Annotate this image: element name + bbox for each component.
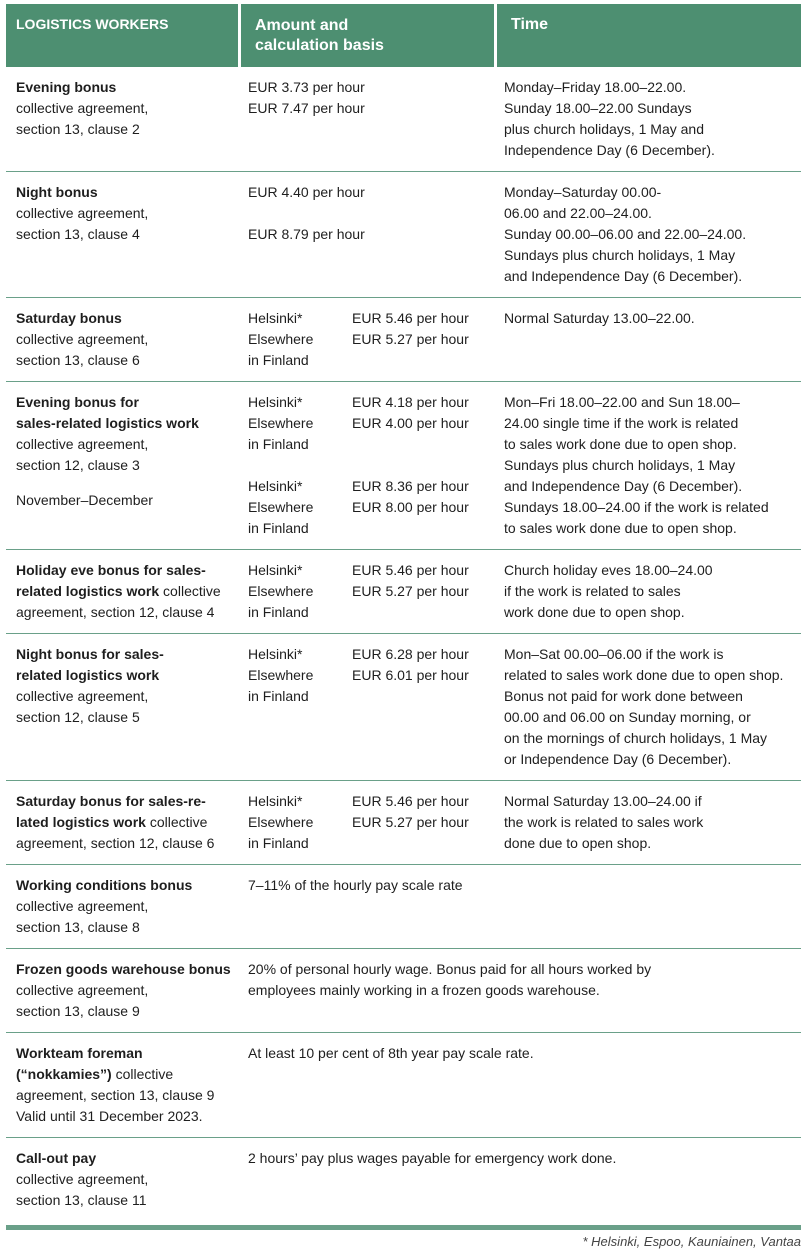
row-title: Night bonus [16, 184, 98, 200]
location-label: Helsinki* [248, 793, 303, 809]
row-title: related logistics work [16, 667, 160, 683]
location-label: Helsinki* [248, 478, 303, 494]
location-label: in Finland [248, 688, 309, 704]
table-row-night-bonus [6, 172, 801, 298]
row-ref: section 13, clause 4 [16, 226, 140, 242]
row-ref: section 12, clause 5 [16, 709, 140, 725]
row-title: Saturday bonus [16, 310, 122, 326]
row-title: Evening bonus [16, 79, 117, 95]
row-ref: section 12, clause 3 [16, 457, 140, 473]
row-amount: EUR 5.27 per hour [352, 331, 469, 347]
row-time: Monday–Saturday 00.00- [504, 184, 662, 200]
row-amount: 2 hours’ pay plus wages payable for emergency work done. [248, 1150, 617, 1166]
row-time: on the mornings of church holidays, 1 May [504, 730, 768, 746]
row-amount: 7–11% of the hourly pay scale rate [248, 877, 463, 893]
row-amount: EUR 3.73 per hour [248, 79, 365, 95]
row-ref: agreement, section 12, clause 6 [16, 835, 215, 851]
header-amount-line1: Amount and [255, 17, 349, 34]
row-title: Holiday eve bonus for sales- [16, 562, 206, 578]
row-amount: At least 10 per cent of 8th year pay scale rate. [248, 1045, 534, 1061]
row-amount: EUR 7.47 per hour [248, 100, 365, 116]
location-label: Helsinki* [248, 310, 303, 326]
row-amount: employees mainly working in a frozen goods warehouse. [248, 982, 600, 998]
row-ref: section 13, clause 8 [16, 919, 140, 935]
row-title: sales-related logistics work [16, 415, 199, 431]
header-amount [238, 4, 494, 67]
row-time: Sunday 00.00–06.00 and 22.00–24.00. [504, 226, 747, 242]
location-label: in Finland [248, 352, 309, 368]
location-label: in Finland [248, 436, 309, 452]
row-amount: EUR 4.18 per hour [352, 394, 469, 410]
row-time: Sundays plus church holidays, 1 May [504, 457, 736, 473]
row-amount: EUR 5.46 per hour [352, 310, 469, 326]
row-amount: EUR 5.46 per hour [352, 793, 469, 809]
row-amount: EUR 8.79 per hour [248, 226, 365, 242]
location-label: in Finland [248, 520, 309, 536]
row-amount: EUR 5.46 per hour [352, 562, 469, 578]
location-label: Elsewhere [248, 583, 314, 599]
row-time: plus church holidays, 1 May and [504, 121, 704, 137]
row-amount: EUR 6.28 per hour [352, 646, 469, 662]
row-amount: 20% of personal hourly wage. Bonus paid for all hours worked by [248, 961, 652, 977]
row-time: Monday–Friday 18.00–22.00. [504, 79, 687, 95]
table-row-holiday-eve-bonus [6, 550, 801, 634]
location-label: Helsinki* [248, 646, 303, 662]
row-amount: EUR 6.01 per hour [352, 667, 469, 683]
location-label: Elsewhere [248, 814, 314, 830]
row-time: Normal Saturday 13.00–24.00 if [504, 793, 702, 809]
row-ref: collective [111, 1066, 174, 1082]
header-logistics-workers: LOGISTICS WORKERS [6, 4, 238, 67]
location-label: in Finland [248, 835, 309, 851]
row-time: 00.00 and 06.00 on Sunday morning, or [504, 709, 751, 725]
location-label: Elsewhere [248, 331, 314, 347]
row-title: Workteam foreman [16, 1045, 143, 1061]
row-ref: collective agreement, [16, 1171, 149, 1187]
row-amount: EUR 8.36 per hour [352, 478, 469, 494]
row-ref: collective agreement, [16, 205, 149, 221]
table-row-evening-bonus-sales [6, 382, 801, 550]
row-time: related to sales work done due to open shop. [504, 667, 784, 683]
row-title: lated logistics work [16, 814, 146, 830]
location-label: Elsewhere [248, 499, 314, 515]
table-row-frozen-goods-bonus [6, 949, 801, 1033]
row-ref: collective agreement, [16, 331, 149, 347]
table-header [6, 4, 801, 67]
row-title: Frozen goods warehouse bonus [16, 961, 231, 977]
row-validity: Valid until 31 December 2023. [16, 1108, 203, 1124]
row-amount: EUR 5.27 per hour [352, 814, 469, 830]
table-row-saturday-bonus [6, 298, 801, 382]
row-time: and Independence Day (6 December). [504, 478, 743, 494]
header-amount-line2: calculation basis [255, 37, 384, 54]
row-ref: section 13, clause 6 [16, 352, 140, 368]
row-period: November–December [16, 492, 153, 508]
row-ref: section 13, clause 11 [16, 1192, 147, 1208]
row-amount: EUR 4.00 per hour [352, 415, 469, 431]
row-time: to sales work done due to open shop. [504, 520, 737, 536]
header-time: Time [494, 4, 801, 67]
table-row-workteam-foreman [6, 1033, 801, 1138]
row-title: Call-out pay [16, 1150, 97, 1166]
row-ref: section 13, clause 2 [16, 121, 140, 137]
row-title: Evening bonus for [16, 394, 139, 410]
location-label: in Finland [248, 604, 309, 620]
row-title: Saturday bonus for sales-re- [16, 793, 206, 809]
row-title: (“nokkamies”) [16, 1066, 112, 1082]
row-time: Bonus not paid for work done between [504, 688, 743, 704]
row-time: the work is related to sales work [504, 814, 704, 830]
row-amount: EUR 4.40 per hour [248, 184, 365, 200]
row-time: done due to open shop. [504, 835, 652, 851]
row-time: Normal Saturday 13.00–22.00. [504, 310, 695, 326]
row-title: related logistics work [16, 583, 160, 599]
location-label: Elsewhere [248, 415, 314, 431]
row-ref: collective agreement, [16, 982, 149, 998]
location-label: Helsinki* [248, 394, 303, 410]
row-amount: EUR 5.27 per hour [352, 583, 469, 599]
table-row-evening-bonus [6, 67, 801, 172]
row-time: or Independence Day (6 December). [504, 751, 732, 767]
row-time: if the work is related to sales [504, 583, 681, 599]
row-time: Independence Day (6 December). [504, 142, 715, 158]
row-ref: collective [145, 814, 208, 830]
row-ref: collective agreement, [16, 688, 149, 704]
table-row-working-conditions-bonus [6, 865, 801, 949]
location-label: Elsewhere [248, 667, 314, 683]
row-time: Sunday 18.00–22.00 Sundays [504, 100, 692, 116]
row-ref: agreement, section 13, clause 9 [16, 1087, 215, 1103]
table-bottom-bar [6, 1225, 801, 1230]
row-ref: collective [159, 583, 221, 599]
row-time: Sundays plus church holidays, 1 May [504, 247, 736, 263]
row-time: Mon–Fri 18.00–22.00 and Sun 18.00– [504, 394, 740, 410]
row-amount: EUR 8.00 per hour [352, 499, 469, 515]
row-ref: section 13, clause 9 [16, 1003, 140, 1019]
bonus-table [6, 4, 801, 1249]
row-time: Sundays 18.00–24.00 if the work is related [504, 499, 769, 515]
row-ref: agreement, section 12, clause 4 [16, 604, 215, 620]
footnote: * Helsinki, Espoo, Kauniainen, Vantaa [582, 1234, 801, 1249]
row-time: 06.00 and 22.00–24.00. [504, 205, 652, 221]
table-row-night-bonus-sales [6, 634, 801, 781]
row-ref: collective agreement, [16, 436, 149, 452]
row-time: and Independence Day (6 December). [504, 268, 743, 284]
table-row-saturday-bonus-sales [6, 781, 801, 865]
row-title: Working conditions bonus [16, 877, 193, 893]
row-time: Mon–Sat 00.00–06.00 if the work is [504, 646, 724, 662]
row-ref: collective agreement, [16, 100, 149, 116]
row-title: Night bonus for sales- [16, 646, 164, 662]
row-ref: collective agreement, [16, 898, 149, 914]
row-time: Church holiday eves 18.00–24.00 [504, 562, 713, 578]
location-label: Helsinki* [248, 562, 303, 578]
table-row-call-out-pay [6, 1138, 801, 1221]
row-time: work done due to open shop. [504, 604, 685, 620]
row-time: 24.00 single time if the work is related [504, 415, 739, 431]
row-time: to sales work done due to open shop. [504, 436, 737, 452]
